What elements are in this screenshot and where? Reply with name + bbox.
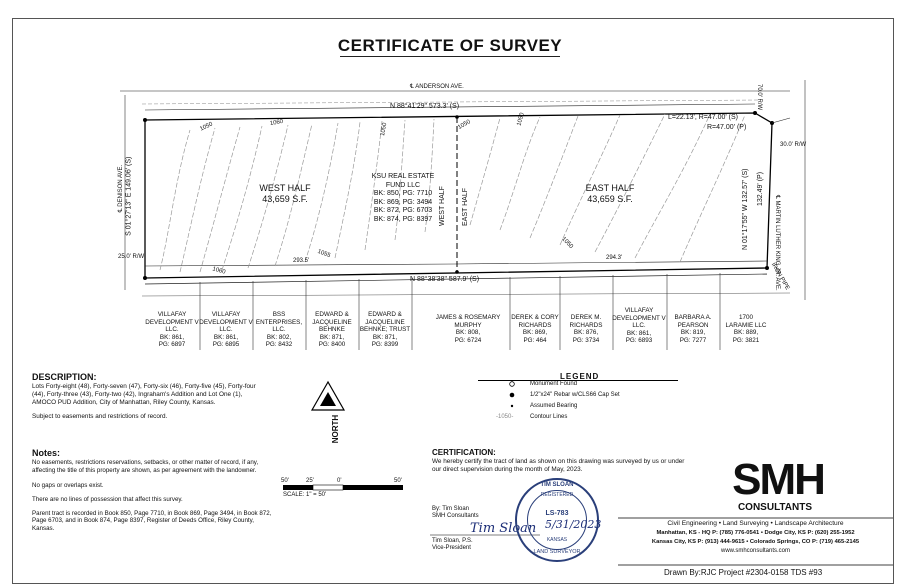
seal-bottom: LAND SURVEYOR: [533, 549, 581, 555]
firm-line-1: Manhattan, KS - HQ P: (785) 776-0541 • Dodge City, KS P: (620) 255-1952: [656, 530, 855, 536]
legend-heading: LEGEND: [560, 372, 600, 381]
firm-line-2: Kansas City, KS P: (913) 444-9615 • Colorado Springs, CO P: (719) 465-2145: [651, 539, 860, 545]
signer-by: By: Tim Sloan: [432, 506, 470, 512]
legend-item: Contour Lines: [530, 414, 568, 420]
scale-tick: 25': [306, 478, 314, 484]
adjoiner-1: VILLAFAY DEVELOPMENT V LLC. BK: 861, PG: 6897: [145, 311, 199, 349]
signer-name: Tim Sloan, P.S.: [432, 538, 473, 544]
divider-east-label: EAST HALF: [462, 188, 469, 226]
description-subject: Subject to easements and restrictions of record.: [32, 413, 168, 420]
adjoiner-2: VILLAFAY DEVELOPMENT V LLC. BK: 861, PG: 6895: [199, 311, 253, 349]
curve-data-1: L=22.13', R=47.00' (S): [668, 114, 738, 121]
scale-tick: 50': [281, 478, 289, 484]
adjoiner-4: EDWARD & JACQUELINE BEHNKE BK: 871, PG: 8400: [312, 311, 352, 349]
note-4: Parent tract is recorded in Book 850, Page 7710, in Book 869, Page 3494, in Book 872, Page 6703, and in Book 874, Page 8397, Register of Deeds Office, Riley County, Kansas.: [32, 509, 272, 533]
contour-label: 1050: [199, 121, 214, 133]
contour-label: 1055: [316, 248, 332, 260]
iron-pipe-label: IRON PIPE: [769, 262, 791, 292]
south-west-distance: 293.5': [293, 258, 310, 264]
west-half-label: WEST HALF 43,659 S.F.: [259, 183, 311, 204]
scale-label: SCALE: 1" = 50': [283, 492, 327, 498]
adjoiner-10: BARBARA A. PEARSON BK: 819, PG: 7277: [674, 314, 712, 344]
street-north: ℄ ANDERSON AVE.: [410, 84, 464, 90]
bearing-south: N 88°38'38" 587.9' (S): [410, 276, 480, 283]
contour-label: 1050: [380, 122, 389, 137]
bearing-east-plat: 132.49' (P): [757, 171, 764, 206]
divider-west-label: WEST HALF: [439, 186, 446, 226]
scale-tick: 50': [394, 478, 402, 484]
legend-item: 1/2"x24" Rebar w/CLS66 Cap Set: [530, 392, 620, 398]
note-1: No easements, restrictions reservations, setbacks, or other matter of record, if any, affecting the title of this property are shown, as per agreement with the landowner.: [32, 459, 259, 474]
certification-body: We hereby certify the tract of land as shown on this drawing was surveyed by us or under our direct supervision during the month of May, 2023.: [432, 458, 685, 473]
contour-label: 1050: [516, 112, 526, 127]
seal-number: LS-783: [545, 510, 569, 517]
legend-rule: [478, 380, 678, 381]
notes-heading: Notes:: [32, 448, 61, 458]
seal-top: TIM SLOAN: [540, 482, 574, 488]
legend-contour-sample: -1050-: [496, 414, 514, 420]
contour-label: 1060: [211, 266, 227, 276]
certification-heading: CERTIFICATION:: [432, 448, 496, 457]
legend-item: Monument Found: [530, 381, 578, 387]
owner-center-label: KSU REAL ESTATE FUND LLC BK: 850, PG: 7710 BK: 869, PG: 3494 BK: 872, PG: 6703 BK: 874, PG: 8397: [371, 173, 435, 223]
notes-block: [32, 448, 272, 533]
adjoiner-8: DEREK M. RICHARDS BK: 876, PG: 3734: [569, 314, 603, 344]
adjoiner-7: DEREK & CORY RICHARDS BK: 869, PG: 464: [511, 314, 559, 344]
south-east-distance: 294.3': [606, 255, 623, 261]
row-north: 70.0' R/W: [756, 84, 762, 111]
legend-item: Assumed Bearing: [530, 403, 578, 409]
description-body: Lots Forty-eight (48), Forty-seven (47), Forty-six (46), Forty-five (45), Forty-four (44), Forty-three (43), Forty-two (42), Ingraham's Addition and Lot One (1), AMOCO PUD Addition, City of Manhattan, Riley County, Kansas.: [32, 383, 256, 406]
adjoiner-3: BSS ENTERPRISES, LLC. BK: 802, PG: 8432: [255, 311, 303, 349]
signer-firm: SMH Consultants: [432, 513, 479, 519]
adjoiner-6: JAMES & ROSEMARY MURPHY BK: 808, PG: 6724: [435, 314, 501, 344]
bearing-west: S 01°27'13" E 149.06' (S): [125, 156, 133, 236]
signer-title: Vice-President: [432, 545, 471, 551]
adjoiner-11: 1700 LARAMIE LLC BK: 889, PG: 3821: [725, 314, 767, 344]
description-block: [32, 372, 260, 420]
bearing-north: N 88°41'29" 573.3' (S): [390, 103, 460, 110]
certification-block: [432, 448, 692, 474]
page-title: CERTIFICATE OF SURVEY: [337, 36, 563, 55]
smh-consultants-label: CONSULTANTS: [737, 502, 813, 513]
contour-label: 1050: [560, 236, 574, 250]
east-half-label: EAST HALF 43,659 S.F.: [585, 183, 635, 204]
signature: Tim Sloan: [470, 521, 537, 536]
seal-state: KANSAS: [546, 537, 568, 543]
contour-label: 1050: [457, 119, 472, 132]
adjoiner-9: VILLAFAY DEVELOPMENT V LLC. BK: 861, PG: 6893: [612, 307, 666, 345]
row-east: 30.0' R/W: [780, 142, 807, 148]
description-heading: DESCRIPTION:: [32, 372, 97, 382]
bearing-east: N 01°17'55" W 132.57' (S): [742, 168, 749, 250]
contour-label: 1060: [269, 118, 284, 128]
row-west: 25.0' R/W: [118, 254, 145, 260]
note-2: No gaps or overlaps exist.: [32, 481, 104, 489]
seal-date: 5/31/2023: [545, 518, 602, 531]
north-label: NORTH: [331, 414, 341, 444]
note-3: There are no lines of possession that affect this survey.: [32, 495, 183, 503]
seal-registered: REGISTERED: [540, 492, 574, 498]
firm-web: www.smhconsultants.com: [720, 548, 791, 554]
smh-logo: SMH: [732, 455, 824, 504]
street-west: ℄ DENISON AVE.: [118, 164, 125, 213]
adjoiner-5: EDWARD & JACQUELINE BEHNKE; TRUST BK: 871, PG: 8399: [359, 311, 411, 349]
drawn-by: Drawn By:RJC Project #2304-0158 TDS #93: [664, 568, 823, 577]
scale-tick: 0': [337, 478, 342, 484]
curve-data-2: R=47.00' (P): [707, 124, 747, 131]
firm-services: Civil Engineering • Land Surveying • Landscape Architecture: [667, 520, 844, 527]
street-east: ℄ MARTIN LUTHER KING JR. AVE.: [774, 195, 780, 291]
